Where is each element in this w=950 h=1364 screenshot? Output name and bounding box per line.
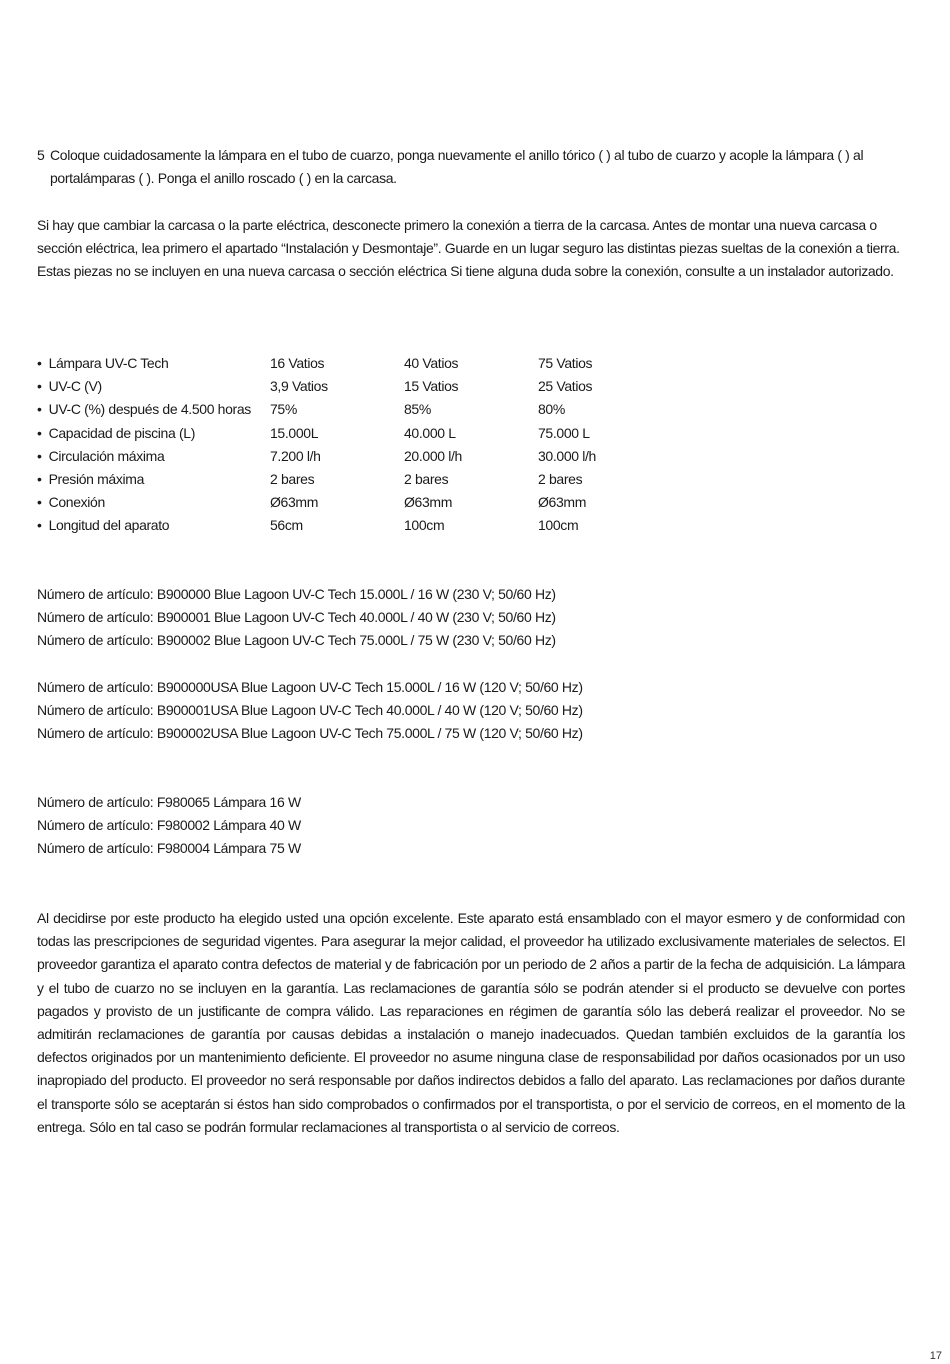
step-number: 5: [37, 147, 45, 163]
housing-note: Si hay que cambiar la carcasa o la parte eléctrica, desconecte primero la conexión a tierra de la carcasa. Antes de montar una nueva carcasa o sección eléctrica, lea primero el apartado “Instalación y Desmontaje”. Guarde en un lugar seguro las distintas piezas sueltas de la conexión a tierra. Estas piezas no se incluyen en una nueva carcasa o sección eléctrica Si tiene alguna duda sobre la conexión, consulte a un instalador autorizado.: [37, 217, 900, 280]
spec-value-40w: 15 Vatios: [404, 378, 459, 395]
spec-value-40w: 2 bares: [404, 470, 449, 487]
spec-value-75w: 30.000 l/h: [538, 447, 596, 464]
spec-value-16w: 7.200 l/h: [270, 447, 321, 464]
bullet-icon: •: [37, 494, 42, 511]
spec-label: • Conexión: [37, 494, 105, 511]
bullet-icon: •: [37, 355, 42, 371]
article-line: Número de artículo: B900001USA Blue Lagoon UV-C Tech 40.000L / 40 W (120 V; 50/60 Hz): [37, 702, 583, 719]
spec-label: • UV-C (%) después de 4.500 horas: [37, 401, 251, 418]
spec-label: • Circulación máxima: [37, 447, 165, 464]
step-5: [37, 144, 907, 190]
spec-row: [37, 398, 657, 421]
spec-value-40w: 100cm: [404, 517, 445, 534]
article-line: Número de artículo: F980004 Lámpara 75 W: [37, 840, 301, 857]
spec-value-75w: 100cm: [538, 517, 579, 534]
article-list-eu: [37, 583, 897, 653]
spec-value-40w: 40.000 L: [404, 424, 456, 441]
spec-value-16w: 15.000L: [270, 424, 319, 441]
spec-label: • Longitud del aparato: [37, 517, 170, 534]
article-line: Número de artículo: F980065 Lámpara 16 W: [37, 794, 301, 810]
article-line: Número de artículo: F980002 Lámpara 40 W: [37, 817, 301, 834]
spec-value-40w: Ø63mm: [404, 494, 453, 511]
spec-value-16w: 2 bares: [270, 470, 315, 487]
article-list-lamps: [37, 791, 897, 861]
article-line: Número de artículo: B900002 Blue Lagoon UV-C Tech 75.000L / 75 W (230 V; 50/60 Hz): [37, 632, 556, 649]
article-line: Número de artículo: B900000 Blue Lagoon UV-C Tech 15.000L / 16 W (230 V; 50/60 Hz): [37, 586, 556, 602]
spec-value-75w: 75 Vatios: [538, 355, 593, 371]
article-line: Número de artículo: B900001 Blue Lagoon UV-C Tech 40.000L / 40 W (230 V; 50/60 Hz): [37, 609, 556, 626]
spec-value-16w: 75%: [270, 401, 297, 418]
spec-value-40w: 85%: [404, 401, 431, 418]
spec-value-75w: 75.000 L: [538, 424, 590, 441]
spec-row: [37, 445, 657, 468]
spec-value-75w: 80%: [538, 401, 565, 418]
spec-value-75w: 25 Vatios: [538, 378, 593, 395]
spec-table: [37, 352, 657, 538]
spec-row: [37, 422, 657, 445]
spec-row: [37, 468, 657, 491]
spec-value-75w: 2 bares: [538, 470, 583, 487]
spec-row: [37, 514, 657, 537]
bullet-icon: •: [37, 401, 42, 418]
spec-label: • Presión máxima: [37, 470, 145, 487]
spec-label: • Lámpara UV-C Tech: [37, 355, 169, 371]
bullet-icon: •: [37, 378, 42, 395]
spec-value-40w: 20.000 l/h: [404, 447, 462, 464]
warranty-text: Al decidirse por este producto ha elegido usted una opción excelente. Este aparato está ensamblado con el mayor esmero y de conformidad con todas las prescripciones de seguridad vigentes. Para asegurar la mejor calidad, el proveedor ha utilizado exclusivamente materiales de selectos. El proveedor garantiza el aparato contra defectos de material y de fabricación por un periodo de 2 años a partir de la fecha de adquisición. La lámpara y el tubo de cuarzo no se incluyen en la garantía. Las reclamaciones de garantía sólo se podrán atender si el producto se devuelve con portes pagados y provisto de un justificante de compra válido. Las reparaciones en régimen de garantía sólo las deberá realizar el proveedor. No se admitirán reclamaciones de garantía por causas debidas a instalación o manejo inadecuados. Quedan también excluidos de la garantía los defectos originados por un mantenimiento deficiente. El proveedor no asume ninguna clase de responsabilidad por daños ocasionados por un uso inapropiado del producto. El proveedor no será responsable por daños indirectos debidos a fallo del aparato. Las reclamaciones por daños durante el transporte sólo se aceptarán si éstos han sido comprobados o confirmados por el transportista, o por el servicio de correos, en el momento de la entrega. Sólo en tal caso se podrán formular reclamaciones al transportista o al servicio de correos.: [37, 910, 905, 1135]
bullet-icon: •: [37, 424, 42, 441]
spec-label: • Capacidad de piscina (L): [37, 424, 196, 441]
spec-label: • UV-C (V): [37, 378, 102, 395]
spec-value-16w: Ø63mm: [270, 494, 319, 511]
bullet-icon: •: [37, 517, 42, 534]
spec-value-40w: 40 Vatios: [404, 355, 459, 371]
article-line: Número de artículo: B900000USA Blue Lagoon UV-C Tech 15.000L / 16 W (120 V; 50/60 Hz): [37, 679, 583, 695]
spec-value-16w: 56cm: [270, 517, 303, 534]
spec-row: [37, 375, 657, 398]
spec-row: [37, 491, 657, 514]
article-list-usa: [37, 676, 897, 746]
spec-row: [37, 352, 657, 375]
spec-value-16w: 3,9 Vatios: [270, 378, 328, 395]
step-text: Coloque cuidadosamente la lámpara en el tubo de cuarzo, ponga nuevamente el anillo tórico ( ) al tubo de cuarzo y acople la lámpara ( ) al portalámparas ( ). Ponga el anillo roscado ( ) en la carcasa.: [50, 147, 864, 187]
article-line: Número de artículo: B900002USA Blue Lagoon UV-C Tech 75.000L / 75 W (120 V; 50/60 Hz): [37, 725, 583, 742]
spec-value-16w: 16 Vatios: [270, 355, 325, 371]
bullet-icon: •: [37, 447, 42, 464]
page-number: 17: [929, 1350, 942, 1362]
spec-value-75w: Ø63mm: [538, 494, 587, 511]
bullet-icon: •: [37, 470, 42, 487]
